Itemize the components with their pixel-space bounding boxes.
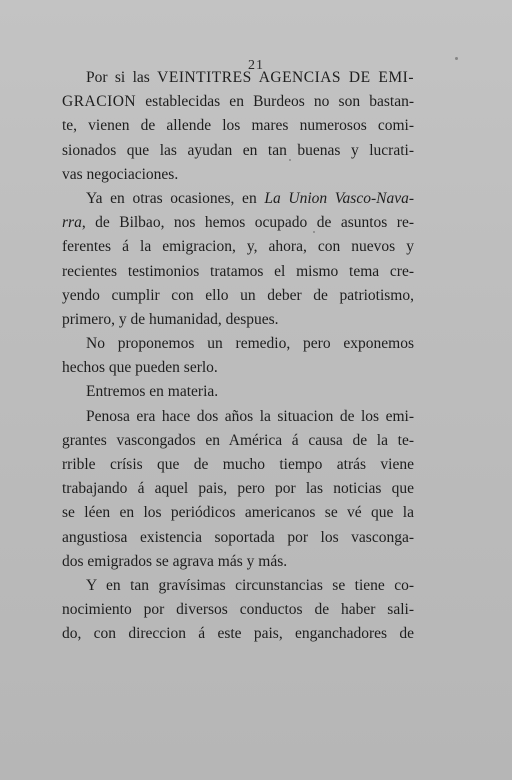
- text-run: recientes testimonios tratamos el mismo tema cre-: [62, 262, 414, 280]
- text-line: [62, 114, 414, 138]
- text-line: [62, 284, 414, 308]
- text-line: [62, 235, 414, 259]
- paper-speck: [455, 57, 458, 60]
- text-line: [62, 501, 414, 525]
- text-run: hechos que pueden serlo.: [62, 359, 218, 377]
- italic-text: La Union Vasco-Nava-: [264, 189, 414, 207]
- text-run: Por si las: [86, 69, 158, 86]
- text-run: No proponemos un remedio, pero exponemos: [86, 335, 414, 353]
- smallcaps-text: VEINTITRES AGENCIAS DE EMI-: [157, 69, 414, 86]
- text-run: , de Bilbao, nos hemos ocupado de asuntos re-: [81, 214, 414, 232]
- text-line: [62, 598, 414, 622]
- text-run: Entremos en materia.: [86, 383, 219, 401]
- page-number: 21: [248, 58, 264, 73]
- paper-speck: [313, 231, 315, 233]
- text-run: dos emigrados se agrava más y más.: [62, 552, 288, 570]
- text-run: yendo cumplir con ello un deber de patriotismo,: [62, 286, 414, 304]
- body-text: [62, 66, 414, 647]
- text-run: trabajando á aquel pais, pero por las noticias que: [62, 480, 414, 498]
- text-line: [62, 356, 414, 380]
- text-run: grantes vascongados en América á causa de la te-: [62, 431, 414, 449]
- smallcaps-text: GRACION: [62, 93, 137, 111]
- text-line: [62, 477, 414, 501]
- text-line: [62, 622, 414, 646]
- text-line: [62, 66, 414, 90]
- text-run: do, con direccion á este pais, enganchadores de: [62, 625, 414, 643]
- text-run: se léen en los periódicos americanos se vé que la: [62, 504, 414, 522]
- text-run: Penosa era hace dos años la situacion de los emi-: [86, 407, 414, 425]
- text-line: [62, 139, 414, 163]
- text-line: [62, 187, 414, 211]
- paper-speck: [289, 159, 291, 161]
- text-run: rrible crísis que de mucho tiempo atrás viene: [62, 456, 414, 473]
- text-line: [62, 332, 414, 356]
- text-line: [62, 405, 414, 429]
- text-line: [62, 380, 414, 404]
- italic-text: rra: [62, 214, 82, 232]
- text-line: [62, 90, 414, 114]
- text-run: ferentes á la emigracion, y, ahora, con nuevos y: [62, 238, 414, 256]
- text-run: vas negociaciones.: [62, 165, 179, 183]
- text-run: te, vienen de allende los mares numerosos comi-: [62, 117, 414, 135]
- text-run: Ya en otras ocasiones, en: [86, 189, 265, 207]
- text-run: sionados que las ayudan en tan buenas y lucrati-: [62, 141, 414, 159]
- text-line: [62, 163, 414, 187]
- text-line: [62, 453, 414, 477]
- text-line: [62, 550, 414, 574]
- text-run: Y en tan gravísimas circunstancias se tiene co-: [86, 576, 414, 594]
- text-line: [62, 211, 414, 235]
- text-run: establecidas en Burdeos no son bastan-: [136, 93, 414, 111]
- text-line: [62, 526, 414, 550]
- text-run: primero, y de humanidad, despues.: [62, 310, 279, 328]
- text-line: [62, 429, 414, 453]
- text-line: [62, 260, 414, 284]
- text-run: nocimiento por diversos conductos de haber sali-: [62, 601, 414, 619]
- text-run: angustiosa existencia soportada por los vasconga-: [62, 528, 414, 546]
- text-line: [62, 574, 414, 598]
- text-line: [62, 308, 414, 332]
